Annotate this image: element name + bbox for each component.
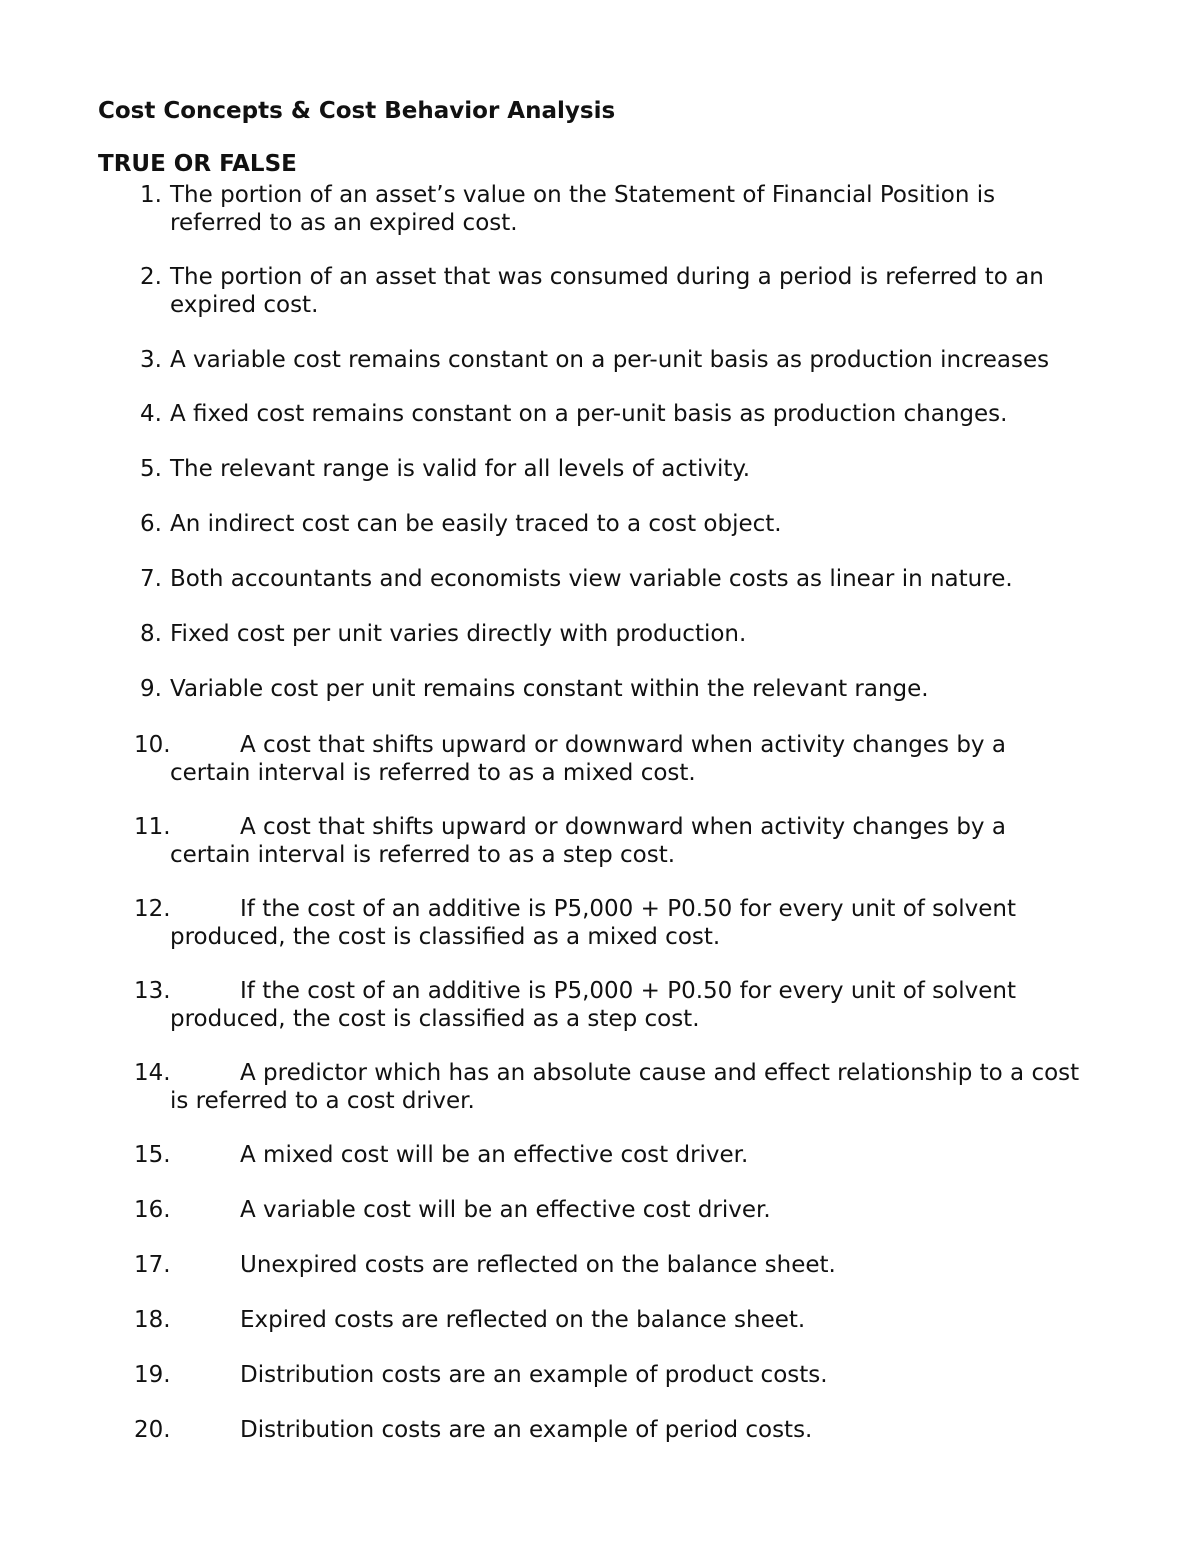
- question-text: [170, 181, 1110, 237]
- question-text: [170, 346, 1110, 374]
- question-line: The portion of an asset that was consumed during a period is referred to an: [170, 264, 1044, 290]
- question-number: 15.: [134, 1142, 171, 1168]
- question-number: 1.: [140, 182, 162, 208]
- question-text: [170, 895, 1110, 951]
- question-text: [170, 565, 1110, 593]
- question-number: 19.: [134, 1362, 171, 1388]
- question-line: Distribution costs are an example of product costs.: [240, 1362, 828, 1388]
- question-line: Expired costs are reflected on the balance sheet.: [240, 1307, 806, 1333]
- question-text: [170, 1059, 1110, 1115]
- question-line: Unexpired costs are reflected on the balance sheet.: [240, 1252, 836, 1278]
- question-line: A variable cost will be an effective cost driver.: [240, 1197, 771, 1223]
- question-line: Distribution costs are an example of period costs.: [240, 1417, 813, 1443]
- question-number: 12.: [134, 896, 171, 922]
- question-line: is referred to a cost driver.: [170, 1088, 475, 1114]
- question-number: 3.: [140, 347, 162, 373]
- question-line: produced, the cost is classified as a step cost.: [170, 1006, 700, 1032]
- question-line: certain interval is referred to as a step cost.: [170, 842, 676, 868]
- question-text: [170, 731, 1110, 787]
- question-text: [170, 400, 1110, 428]
- question-number: 4.: [140, 401, 162, 427]
- question-line: An indirect cost can be easily traced to a cost object.: [170, 511, 782, 537]
- question-text: [170, 813, 1110, 869]
- question-number: 9.: [140, 676, 162, 702]
- question-text: [170, 1416, 1110, 1444]
- question-line: certain interval is referred to as a mixed cost.: [170, 760, 696, 786]
- question-number: 8.: [140, 621, 162, 647]
- question-text: [170, 620, 1110, 648]
- question-text: [170, 1306, 1110, 1334]
- question-line: A fixed cost remains constant on a per-unit basis as production changes.: [170, 401, 1008, 427]
- question-line: Fixed cost per unit varies directly with production.: [170, 621, 747, 647]
- question-text: [170, 675, 1110, 703]
- question-number: 11.: [134, 814, 171, 840]
- question-text: [170, 263, 1110, 319]
- question-number: 10.: [134, 732, 171, 758]
- question-number: 6.: [140, 511, 162, 537]
- question-text: [170, 510, 1110, 538]
- question-number: 17.: [134, 1252, 171, 1278]
- question-line: A mixed cost will be an effective cost driver.: [240, 1142, 749, 1168]
- question-text: [170, 1251, 1110, 1279]
- question-text: [170, 1196, 1110, 1224]
- question-line: A variable cost remains constant on a per-unit basis as production increases: [170, 347, 1050, 373]
- question-line: produced, the cost is classified as a mixed cost.: [170, 924, 721, 950]
- question-line: referred to as an expired cost.: [170, 210, 518, 236]
- question-number: 16.: [134, 1197, 171, 1223]
- question-number: 20.: [134, 1417, 171, 1443]
- question-line: Variable cost per unit remains constant within the relevant range.: [170, 676, 929, 702]
- question-text: [170, 1141, 1110, 1169]
- question-line: The relevant range is valid for all levels of activity.: [170, 456, 751, 482]
- question-line: Both accountants and economists view variable costs as linear in nature.: [170, 566, 1013, 592]
- question-text: [170, 1361, 1110, 1389]
- question-number: 14.: [134, 1060, 171, 1086]
- question-line: If the cost of an additive is P5,000 + P0.50 for every unit of solvent: [240, 896, 1016, 922]
- question-line: A cost that shifts upward or downward when activity changes by a: [240, 814, 1006, 840]
- question-text: [170, 455, 1110, 483]
- question-number: 5.: [140, 456, 162, 482]
- document-title: Cost Concepts & Cost Behavior Analysis: [98, 98, 616, 124]
- question-number: 18.: [134, 1307, 171, 1333]
- question-number: 7.: [140, 566, 162, 592]
- section-heading: TRUE OR FALSE: [98, 151, 297, 177]
- question-number: 2.: [140, 264, 162, 290]
- question-text: [170, 977, 1110, 1033]
- question-line: If the cost of an additive is P5,000 + P0.50 for every unit of solvent: [240, 978, 1016, 1004]
- question-number: 13.: [134, 978, 171, 1004]
- question-line: A predictor which has an absolute cause and effect relationship to a cost: [240, 1060, 1080, 1086]
- question-line: expired cost.: [170, 292, 319, 318]
- question-line: A cost that shifts upward or downward when activity changes by a: [240, 732, 1006, 758]
- question-line: The portion of an asset’s value on the Statement of Financial Position is: [170, 182, 996, 208]
